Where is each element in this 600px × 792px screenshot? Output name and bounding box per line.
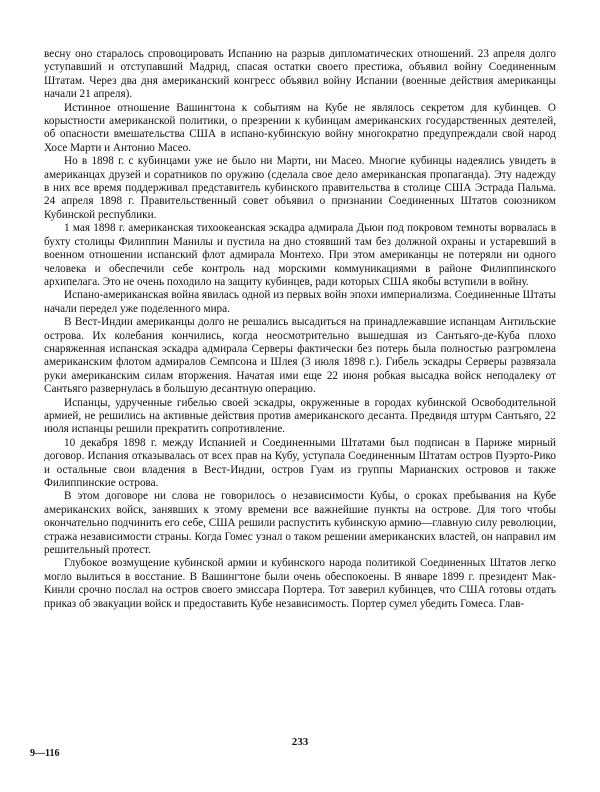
page-body xyxy=(44,48,556,611)
page-number: 233 xyxy=(291,736,309,748)
paragraph-7: Испанцы, удрученные гибелью своей эскадры, окруженные в городах кубинской Освободительной армией, не решились на активные действия против американского десанта. Предвидя штурм Сантьяго, 22 июля испанцы решили прекратить сопротивление. xyxy=(44,396,556,436)
paragraph-9: В этом договоре ни слова не говорилось о независимости Кубы, о сроках пребывания на Кубе американских войск, занявших к этому времени все важнейшие пункты на острове. Для того чтобы окончательно подчинить его себе, США решили распустить кубинскую армию—главную силу революции, стража независимости страны. Когда Гомес узнал о таком решении американских властей, он направил им решительный протест. xyxy=(44,490,556,557)
paragraph-8: 10 декабря 1898 г. между Испанией и Соединенными Штатами был подписан в Париже мирный договор. Испания отказывалась от всех прав на Кубу, уступала Соединенным Штатам остров Пуэрто-Рико и остальные свои владения в Вест-Индии, остров Гуам из группы Марианских островов и также Филиппинские острова. xyxy=(44,436,556,489)
paragraph-6: В Вест-Индии американцы долго не решались высадиться на принадлежавшие испанцам Антильские острова. Их колебания кончились, когда неосмотрительно вышедшая из Сантьяго-де-Куба плохо снаряженная испанская эскадра адмирала Серверы фактически без потерь была полностью разгромлена американским флотом адмиралов Семпсона и Шлея (3 июля 1898 г.). Гибель эскадры Серверы развязала руки американским силам вторжения. Начатая ими еще 22 июня робкая высадка войск неподалеку от Сантьяго развернулась в большую десантную операцию. xyxy=(44,316,556,396)
paragraph-4: 1 мая 1898 г. американская тихоокеанская эскадра адмирала Дьюи под покровом темноты ворвалась в бухту столицы Филиппин Манилы и пустила на дно стоявший там без должной охраны и устаревший в военном отношении испанский флот адмирала Монтехо. При этом американцы не потеряли ни одного человека и обеспечили себе контроль над морскими коммуникациями в районе Филиппинского архипелага. Это не очень походило на защиту кубинцев, ради которых США якобы вступили в войну. xyxy=(44,222,556,288)
printer-signature: 9—116 xyxy=(30,748,60,759)
paragraph-5: Испано-американская война явилась одной из первых войн эпохи империализма. Соединенные Штаты начали передел уже поделенного мира. xyxy=(44,289,556,315)
paragraph-3: Но в 1898 г. с кубинцами уже не было ни Марти, ни Масео. Многие кубинцы надеялись увидеть в американцах друзей и соратников по оружию (сделала свое дело американская пропаганда). Эту надежду в них все время поддерживал представитель кубинского правительства в столице США Эстрада Пальма. 24 апреля 1898 г. Правительственный совет объявил о признании Соединенных Штатов союзником Кубинской республики. xyxy=(44,155,556,221)
paragraph-10: Глубокое возмущение кубинской армии и кубинского народа политикой Соединенных Штатов легко могло вылиться в восстание. В Вашингтоне были очень обеспокоены. В январе 1899 г. президент Мак-Кинли срочно послал на остров своего эмиссара Портера. Тот заверил кубинцев, что США готовы отдать приказ об эвакуации войск и предоставить Кубе независимость. Портер сумел убедить Гомеса. Глав- xyxy=(44,557,556,610)
paragraph-2: Истинное отношение Вашингтона к событиям на Кубе не являлось секретом для кубинцев. О корыстности американской политики, о презрении к кубинцам американских государственных деятелей, об опасности вмешательства США в испано-кубинскую войну многократно предупреждали свой народ Хосе Марти и Антонио Масео. xyxy=(44,101,556,154)
paragraph-1: весну оно старалось спровоцировать Испанию на разрыв дипломатических отношений. 23 апреля долго уступавший и отступавший Мадрид, спасая остатки своего престижа, объявил войну Соединенным Штатам. Через два дня американский конгресс объявил войну Испании (военные действия американцы начали 21 апреля). xyxy=(44,48,556,101)
